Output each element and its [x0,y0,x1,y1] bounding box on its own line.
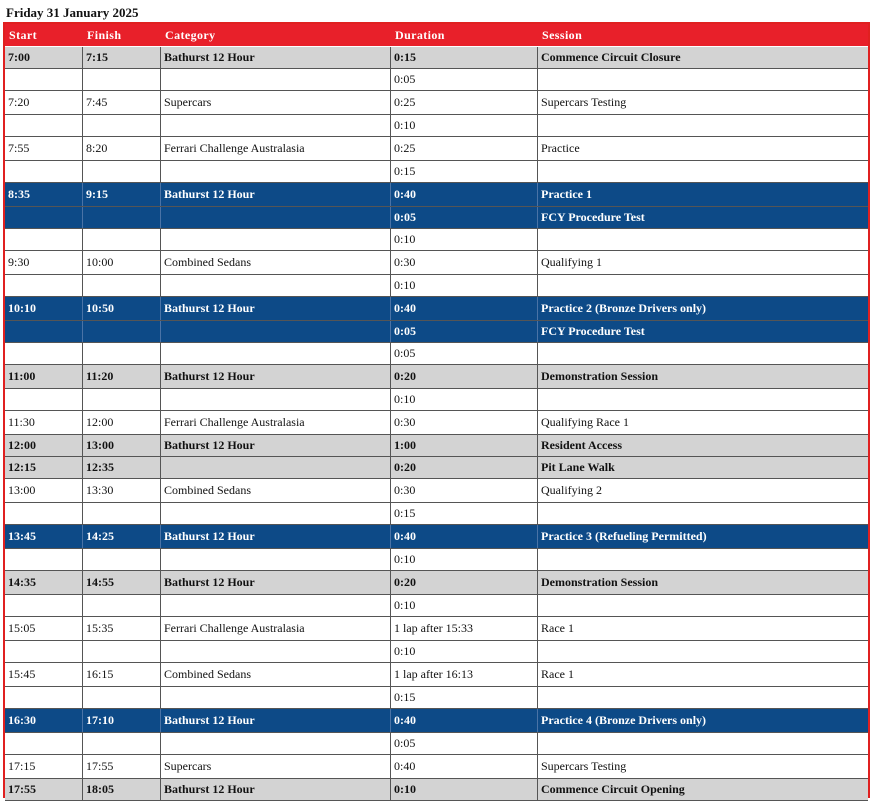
duration-cell: 0:05 [391,321,538,342]
finish-cell: 10:00 [83,251,161,274]
table-row [5,617,868,641]
duration-cell: 0:10 [391,641,538,662]
start-cell [5,687,83,708]
session-cell: Supercars Testing [541,95,627,109]
start-cell: 13:00 [5,479,83,502]
start-cell: 12:00 [5,435,83,456]
category-cell [161,115,391,136]
table-row [5,479,868,503]
category-cell [161,549,391,570]
session-cell [538,595,868,616]
duration-cell: 0:25 [391,91,538,114]
finish-cell [83,115,161,136]
session-cell: Race 1 [541,667,574,681]
category-cell [161,229,391,250]
start-cell: 7:20 [5,91,83,114]
header-category: Category [165,28,216,42]
session-cell: Commence Circuit Opening [541,782,685,796]
table-row [5,365,868,389]
category-cell: Combined Sedans [161,663,391,686]
duration-cell: 0:40 [391,297,538,320]
finish-cell: 13:00 [83,435,161,456]
duration-cell: 0:30 [391,411,538,434]
category-cell [161,275,391,296]
session-cell [538,275,868,296]
duration-cell: 0:30 [391,479,538,502]
session-cell: Practice [541,141,580,155]
header-start: Start [9,28,37,42]
finish-cell: 7:45 [83,91,161,114]
table-row [5,343,868,365]
finish-cell: 11:20 [83,365,161,388]
finish-cell [83,389,161,410]
duration-cell: 0:30 [391,251,538,274]
session-cell: Demonstration Session [541,575,659,589]
start-cell [5,115,83,136]
start-cell: 11:30 [5,411,83,434]
category-cell [161,161,391,182]
duration-cell: 0:40 [391,183,538,206]
session-cell: Commence Circuit Closure [541,50,681,64]
category-cell [161,69,391,90]
finish-cell [83,687,161,708]
duration-cell: 0:10 [391,275,538,296]
table-row [5,47,868,69]
table-row [5,161,868,183]
category-cell: Bathurst 12 Hour [161,365,391,388]
header-duration: Duration [395,28,445,42]
page-title: Friday 31 January 2025 [6,5,139,20]
category-cell [161,389,391,410]
session-cell: FCY Procedure Test [541,210,645,224]
category-cell: Bathurst 12 Hour [161,297,391,320]
finish-cell: 14:25 [83,525,161,548]
category-cell: Ferrari Challenge Australasia [161,617,391,640]
finish-cell [83,549,161,570]
start-cell: 14:35 [5,571,83,594]
header-session: Session [542,28,583,42]
duration-cell: 0:10 [391,549,538,570]
finish-cell [83,275,161,296]
session-cell: Supercars Testing [541,759,627,773]
duration-cell: 0:15 [391,47,538,68]
start-cell [5,641,83,662]
finish-cell: 14:55 [83,571,161,594]
category-cell: Bathurst 12 Hour [161,47,391,68]
category-cell: Bathurst 12 Hour [161,571,391,594]
table-row [5,137,868,161]
session-cell [538,503,868,524]
finish-cell [83,321,161,342]
session-cell [538,687,868,708]
table-header-row [5,24,868,46]
table-row [5,321,868,343]
session-cell [538,641,868,662]
category-cell [161,641,391,662]
start-cell [5,161,83,182]
duration-cell: 0:10 [391,595,538,616]
session-cell: Qualifying 1 [541,255,602,269]
session-cell: Resident Access [541,438,622,452]
start-cell: 8:35 [5,183,83,206]
session-cell: Qualifying Race 1 [541,415,629,429]
session-cell [538,229,868,250]
finish-cell: 12:00 [83,411,161,434]
session-cell [538,389,868,410]
category-cell: Combined Sedans [161,479,391,502]
start-cell: 15:45 [5,663,83,686]
finish-cell [83,207,161,228]
finish-cell [83,503,161,524]
duration-cell: 0:05 [391,733,538,754]
table-row [5,663,868,687]
duration-cell: 0:15 [391,687,538,708]
session-cell: Race 1 [541,621,574,635]
duration-cell: 0:40 [391,755,538,778]
duration-cell: 0:25 [391,137,538,160]
duration-cell: 0:15 [391,503,538,524]
start-cell [5,343,83,364]
start-cell: 15:05 [5,617,83,640]
finish-cell [83,595,161,616]
finish-cell: 17:10 [83,709,161,732]
category-cell: Bathurst 12 Hour [161,779,391,800]
duration-cell: 0:40 [391,525,538,548]
session-cell [538,115,868,136]
table-row [5,571,868,595]
duration-cell: 0:10 [391,229,538,250]
table-row [5,641,868,663]
duration-cell: 0:05 [391,207,538,228]
table-row [5,435,868,457]
start-cell: 16:30 [5,709,83,732]
session-cell [538,733,868,754]
start-cell [5,733,83,754]
duration-cell: 1 lap after 15:33 [391,617,538,640]
category-cell [161,321,391,342]
session-cell [538,343,868,364]
session-cell: Practice 4 (Bronze Drivers only) [541,713,707,727]
session-cell [538,161,868,182]
duration-cell: 0:15 [391,161,538,182]
category-cell [161,343,391,364]
schedule-table [3,22,870,798]
category-cell: Bathurst 12 Hour [161,709,391,732]
finish-cell: 12:35 [83,457,161,478]
finish-cell: 17:55 [83,755,161,778]
duration-cell: 0:20 [391,571,538,594]
finish-cell: 8:20 [83,137,161,160]
finish-cell [83,641,161,662]
start-cell: 10:10 [5,297,83,320]
table-row [5,687,868,709]
start-cell: 9:30 [5,251,83,274]
header-finish: Finish [87,28,122,42]
finish-cell: 13:30 [83,479,161,502]
session-cell: Practice 1 [541,187,592,201]
duration-cell: 0:20 [391,457,538,478]
table-row [5,755,868,779]
table-row [5,389,868,411]
category-cell: Supercars [161,91,391,114]
category-cell [161,687,391,708]
finish-cell: 16:15 [83,663,161,686]
category-cell: Bathurst 12 Hour [161,525,391,548]
category-cell: Ferrari Challenge Australasia [161,411,391,434]
start-cell [5,549,83,570]
category-cell [161,457,391,478]
finish-cell [83,161,161,182]
category-cell [161,207,391,228]
start-cell: 7:55 [5,137,83,160]
start-cell [5,229,83,250]
start-cell [5,389,83,410]
table-row [5,595,868,617]
category-cell: Combined Sedans [161,251,391,274]
start-cell [5,321,83,342]
finish-cell [83,229,161,250]
duration-cell: 0:05 [391,343,538,364]
session-cell: Demonstration Session [541,369,659,383]
start-cell: 17:55 [5,779,83,800]
duration-cell: 0:40 [391,709,538,732]
finish-cell: 15:35 [83,617,161,640]
table-row [5,183,868,207]
category-cell: Bathurst 12 Hour [161,183,391,206]
finish-cell: 10:50 [83,297,161,320]
duration-cell: 0:10 [391,779,538,800]
start-cell: 12:15 [5,457,83,478]
session-cell: Practice 3 (Refueling Permitted) [541,529,707,543]
table-row [5,297,868,321]
start-cell [5,69,83,90]
session-cell: Qualifying 2 [541,483,602,497]
duration-cell: 0:20 [391,365,538,388]
start-cell [5,503,83,524]
category-cell [161,503,391,524]
finish-cell: 7:15 [83,47,161,68]
duration-cell: 0:10 [391,389,538,410]
finish-cell: 9:15 [83,183,161,206]
session-cell [538,549,868,570]
duration-cell: 0:05 [391,69,538,90]
category-cell: Bathurst 12 Hour [161,435,391,456]
start-cell: 7:00 [5,47,83,68]
duration-cell: 1 lap after 16:13 [391,663,538,686]
table-row [5,779,868,801]
start-cell: 13:45 [5,525,83,548]
finish-cell [83,733,161,754]
duration-cell: 0:10 [391,115,538,136]
table-row [5,115,868,137]
table-row [5,91,868,115]
table-row [5,229,868,251]
category-cell: Supercars [161,755,391,778]
table-row [5,709,868,733]
finish-cell: 18:05 [83,779,161,800]
session-cell: Practice 2 (Bronze Drivers only) [541,301,707,315]
table-row [5,275,868,297]
start-cell [5,207,83,228]
table-row [5,733,868,755]
session-cell: FCY Procedure Test [541,324,645,338]
table-row [5,251,868,275]
category-cell [161,595,391,616]
table-row [5,549,868,571]
start-cell [5,595,83,616]
finish-cell [83,343,161,364]
category-cell [161,733,391,754]
table-row [5,525,868,549]
duration-cell: 1:00 [391,435,538,456]
finish-cell [83,69,161,90]
session-cell [538,69,868,90]
start-cell: 17:15 [5,755,83,778]
session-cell: Pit Lane Walk [541,460,615,474]
category-cell: Ferrari Challenge Australasia [161,137,391,160]
table-row [5,503,868,525]
table-row [5,207,868,229]
table-row [5,69,868,91]
start-cell [5,275,83,296]
table-row [5,457,868,479]
start-cell: 11:00 [5,365,83,388]
table-row [5,411,868,435]
